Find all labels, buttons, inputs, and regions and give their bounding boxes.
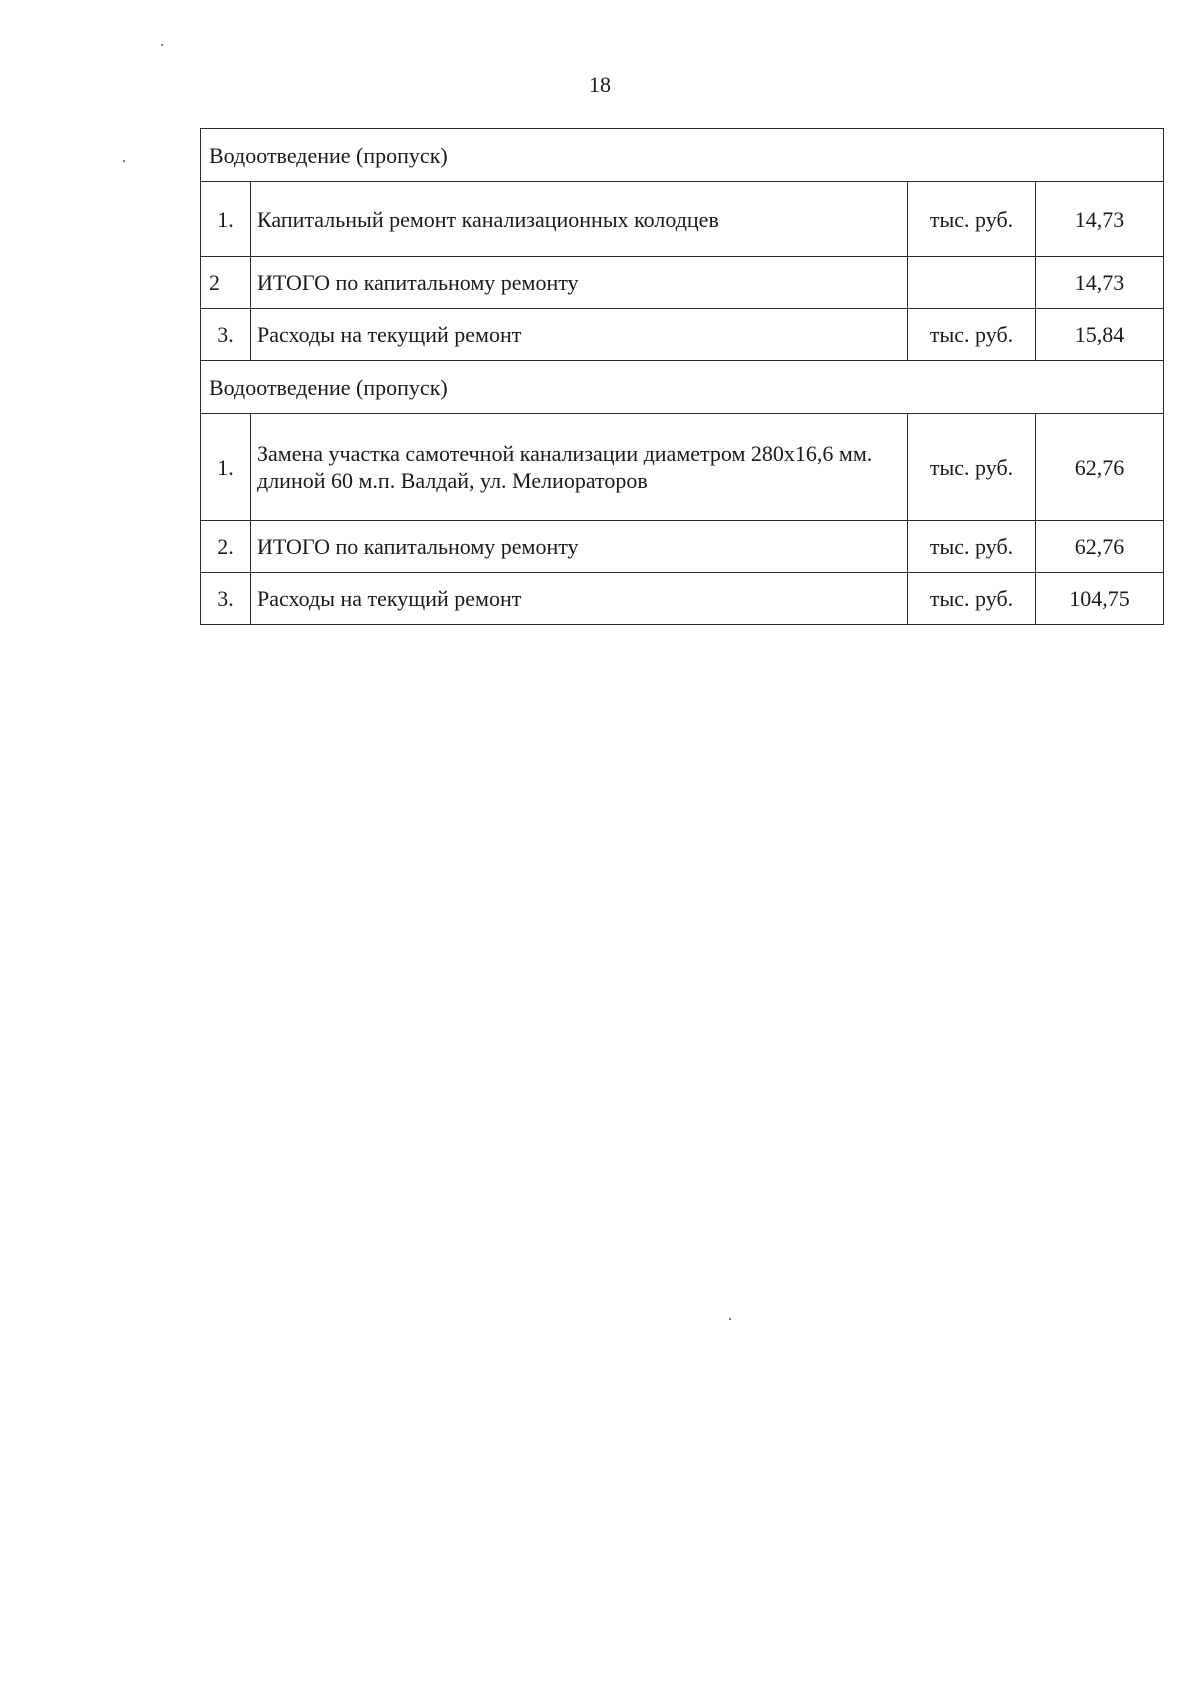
row-name: ИТОГО по капитальному ремонту: [251, 521, 908, 573]
table-row: [201, 414, 1164, 521]
row-name: Расходы на текущий ремонт: [251, 573, 908, 625]
table-row: [201, 309, 1164, 361]
row-value: 14,73: [1036, 182, 1164, 257]
row-unit: [908, 257, 1036, 309]
row-unit: тыс. руб.: [908, 414, 1036, 521]
row-number: 1.: [201, 414, 251, 521]
row-unit: тыс. руб.: [908, 521, 1036, 573]
row-number: 2: [201, 257, 251, 309]
row-name: Замена участка самотечной канализации диаметром 280х16,6 мм. длиной 60 м.п. Валдай, ул. Мелиораторов: [251, 414, 908, 521]
table-row: [201, 521, 1164, 573]
row-name: Расходы на текущий ремонт: [251, 309, 908, 361]
section-title: Водоотведение (пропуск): [201, 361, 1164, 414]
section-title: Водоотведение (пропуск): [201, 129, 1164, 182]
row-unit: тыс. руб.: [908, 182, 1036, 257]
scan-speck: [729, 1318, 731, 1320]
row-number: 3.: [201, 309, 251, 361]
row-number: 1.: [201, 182, 251, 257]
row-value: 14,73: [1036, 257, 1164, 309]
row-number: 2.: [201, 521, 251, 573]
cost-table: [200, 128, 1164, 625]
row-value: 62,76: [1036, 521, 1164, 573]
scan-speck: [161, 44, 163, 46]
row-value: 62,76: [1036, 414, 1164, 521]
row-name: ИТОГО по капитальному ремонту: [251, 257, 908, 309]
scan-speck: [123, 160, 125, 162]
row-unit: тыс. руб.: [908, 573, 1036, 625]
section-header-row: [201, 361, 1164, 414]
row-value: 104,75: [1036, 573, 1164, 625]
section-header-row: [201, 129, 1164, 182]
row-value: 15,84: [1036, 309, 1164, 361]
table-row: [201, 257, 1164, 309]
row-unit: тыс. руб.: [908, 309, 1036, 361]
table-row: [201, 182, 1164, 257]
row-number: 3.: [201, 573, 251, 625]
page-number: 18: [589, 72, 611, 97]
table-row: [201, 573, 1164, 625]
row-name: Капитальный ремонт канализационных колодцев: [251, 182, 908, 257]
